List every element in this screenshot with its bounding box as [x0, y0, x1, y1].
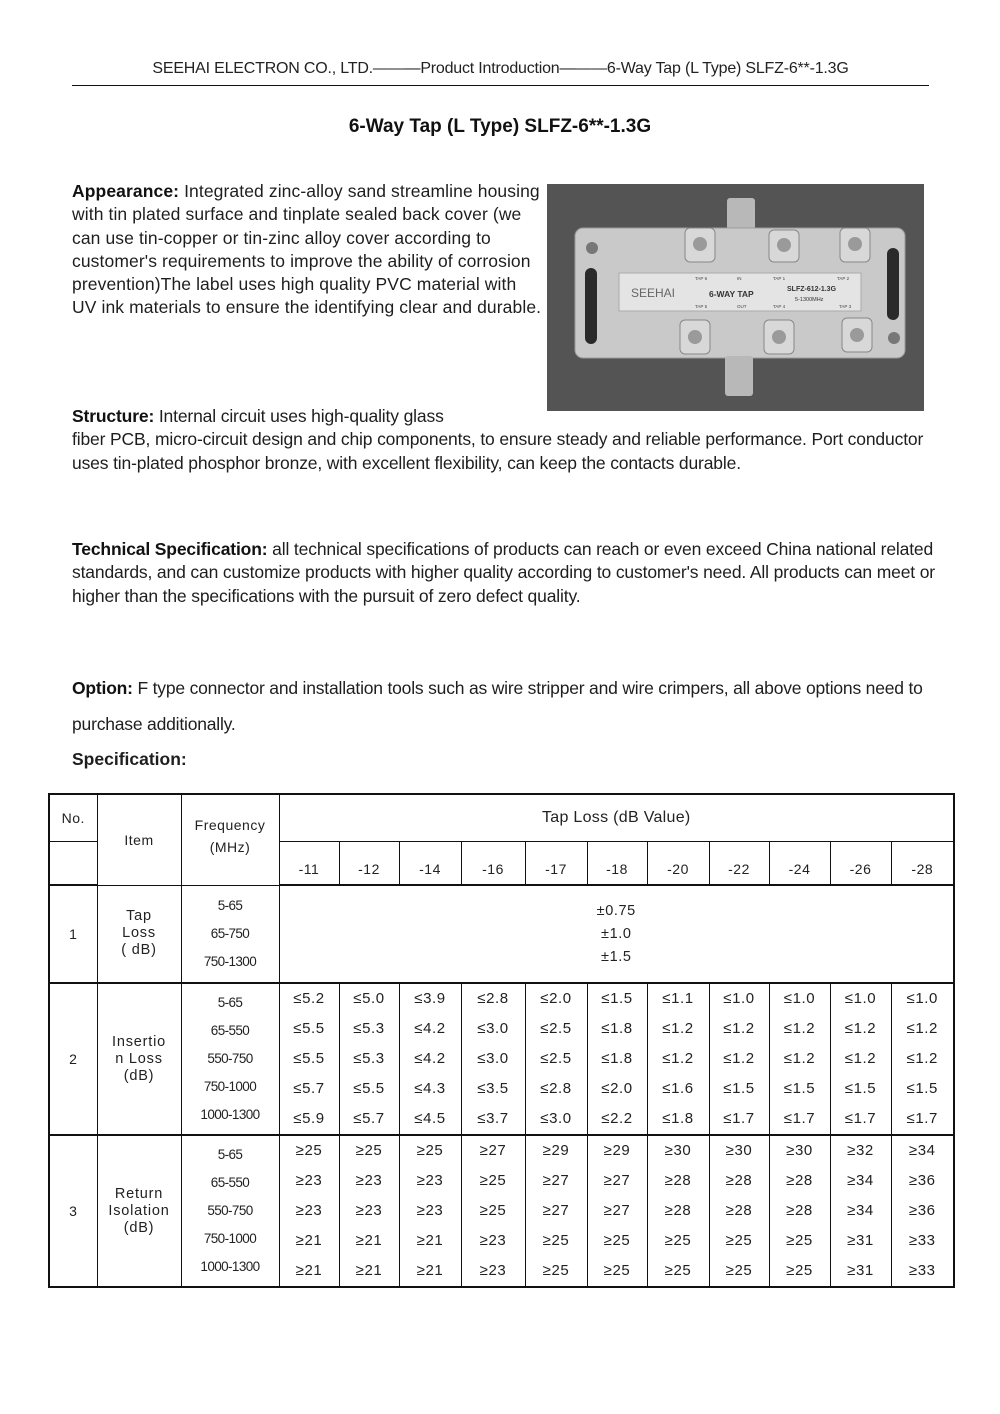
- option-paragraph: [72, 670, 942, 742]
- option-label: Option:: [72, 678, 133, 698]
- frequency-range: 65-550: [210, 1023, 250, 1038]
- spec-value: ≤4.2: [414, 1020, 446, 1037]
- structure-paragraph: [72, 405, 942, 475]
- spec-value: ≥28: [725, 1172, 753, 1189]
- spec-value: ≤4.5: [414, 1110, 446, 1127]
- spec-value: ≤5.5: [353, 1080, 385, 1097]
- row-frequencies: [181, 885, 279, 983]
- tolerance-value: ±0.75: [596, 902, 636, 919]
- value-column: [709, 983, 769, 1135]
- spec-value: ≥21: [355, 1232, 383, 1249]
- table-row: [49, 1135, 954, 1287]
- appearance-label: Appearance:: [72, 181, 180, 201]
- spec-value: ≤3.9: [414, 990, 446, 1007]
- spec-value: ≥34: [908, 1142, 936, 1159]
- value-column: [525, 1135, 587, 1287]
- spec-value: ≥33: [908, 1232, 936, 1249]
- spec-value: ≥25: [295, 1142, 323, 1159]
- tolerance-value: ±1.5: [601, 948, 632, 965]
- spec-value: ≥25: [416, 1142, 444, 1159]
- spec-value: ≥23: [355, 1172, 383, 1189]
- spec-value: ≤1.8: [601, 1050, 633, 1067]
- spec-value: ≤1.7: [723, 1110, 755, 1127]
- spec-value: ≥34: [847, 1202, 874, 1219]
- photo-model: SLFZ-612-1.3G: [787, 286, 837, 293]
- frequency-range: 1000-1300: [200, 1259, 260, 1274]
- spec-value: ≥36: [908, 1202, 936, 1219]
- value-column: [339, 983, 399, 1135]
- value-column: [399, 1135, 461, 1287]
- spec-value: ≤1.0: [723, 990, 755, 1007]
- spec-value: ≥25: [786, 1232, 813, 1249]
- header-tap-value: -11: [279, 841, 339, 885]
- spec-value: ≥27: [603, 1202, 631, 1219]
- spec-value: ≥34: [847, 1172, 874, 1189]
- spec-value: ≤2.5: [540, 1020, 572, 1037]
- spec-value: ≥23: [295, 1202, 323, 1219]
- spec-value: ≥27: [603, 1172, 631, 1189]
- header-tap-value: -12: [339, 841, 399, 885]
- spec-value: ≥30: [786, 1142, 813, 1159]
- spec-value: ≥33: [908, 1262, 936, 1279]
- row-number: 1: [49, 885, 97, 983]
- spec-value: ≥25: [479, 1202, 507, 1219]
- spec-value: ≤2.0: [601, 1080, 633, 1097]
- spec-value: ≥27: [479, 1142, 507, 1159]
- row-item-line: (dB): [123, 1219, 155, 1236]
- row-item: [97, 983, 181, 1135]
- header-tap-value: -24: [769, 841, 830, 885]
- row-frequencies: [181, 1135, 279, 1287]
- spec-value: ≥27: [542, 1172, 570, 1189]
- spec-value: ≤3.0: [477, 1050, 509, 1067]
- spec-value: ≥29: [603, 1142, 631, 1159]
- spec-value: ≤1.5: [783, 1080, 816, 1097]
- spec-value: ≤1.8: [601, 1020, 633, 1037]
- spec-value: ≥36: [908, 1172, 936, 1189]
- spec-value: ≤5.5: [293, 1050, 325, 1067]
- spec-value: ≥25: [542, 1232, 570, 1249]
- svg-text:TAP 5: TAP 5: [695, 304, 708, 309]
- spec-value: ≤5.7: [293, 1080, 325, 1097]
- spec-value: ≤2.0: [540, 990, 572, 1007]
- frequency-range: 65-550: [210, 1175, 250, 1190]
- spec-value: ≤4.2: [414, 1050, 446, 1067]
- spec-value: ≤1.5: [844, 1080, 877, 1097]
- spec-value: ≥28: [786, 1202, 813, 1219]
- spec-value: ≤5.5: [293, 1020, 325, 1037]
- value-column: [279, 983, 339, 1135]
- row-item: [97, 1135, 181, 1287]
- value-column: [830, 1135, 891, 1287]
- frequency-range: 5-65: [217, 897, 243, 913]
- spec-value: ≥28: [786, 1172, 813, 1189]
- spec-value: ≥30: [725, 1142, 753, 1159]
- spec-value: ≤1.5: [601, 990, 633, 1007]
- header-frequency-unit: (MHz): [209, 838, 251, 855]
- photo-product-label: 6-WAY TAP: [709, 289, 754, 299]
- spec-value: ≤1.2: [906, 1020, 939, 1037]
- spec-value: ≥25: [725, 1232, 753, 1249]
- spec-value: ≤5.3: [353, 1050, 385, 1067]
- spec-value: ≥25: [786, 1262, 813, 1279]
- spec-value: ≤1.5: [723, 1080, 755, 1097]
- spec-value: ≤1.7: [783, 1110, 816, 1127]
- technical-specification-label: Technical Specification:: [72, 539, 268, 559]
- product-photo: [547, 184, 924, 411]
- row-frequencies: [181, 983, 279, 1135]
- structure-text: fiber PCB, micro-circuit design and chip components, to ensure steady and reliable performance. Port conductor uses tin-plated phosphor bronze, with excellent flexibility, can keep the contacts durable.: [72, 429, 924, 473]
- spec-value: ≥21: [416, 1232, 444, 1249]
- spec-value: ≤5.2: [293, 990, 325, 1007]
- spec-value: ≥31: [847, 1262, 874, 1279]
- row-number: 2: [49, 983, 97, 1135]
- svg-text:TAP 6: TAP 6: [695, 276, 708, 281]
- spec-value: ≤1.1: [662, 990, 694, 1007]
- value-column: [647, 1135, 709, 1287]
- header-tap-value: -16: [461, 841, 525, 885]
- value-column: [279, 1135, 339, 1287]
- spec-value: ≥23: [479, 1232, 507, 1249]
- photo-freq: 5-1300MHz: [795, 297, 824, 303]
- spec-value: ≥21: [295, 1262, 323, 1279]
- svg-text:TAP 1: TAP 1: [773, 276, 786, 281]
- spec-value: ≤1.2: [723, 1050, 755, 1067]
- value-column: [399, 983, 461, 1135]
- spec-value: ≥28: [725, 1202, 753, 1219]
- svg-text:OUT: OUT: [737, 304, 747, 309]
- spec-value: ≥25: [725, 1262, 753, 1279]
- tap-loss-tolerance: [279, 885, 954, 983]
- header-frequency-label: Frequency: [194, 816, 266, 833]
- spec-value: ≤1.2: [662, 1050, 694, 1067]
- header-divider: [72, 85, 929, 86]
- svg-text:IN: IN: [737, 276, 742, 281]
- svg-text:TAP 3: TAP 3: [839, 304, 852, 309]
- value-column: [769, 983, 830, 1135]
- spec-value: ≥21: [416, 1262, 444, 1279]
- specification-heading: Specification:: [72, 749, 187, 769]
- spec-value: ≥23: [479, 1262, 507, 1279]
- value-column: [891, 983, 954, 1135]
- spec-value: ≤1.2: [844, 1020, 877, 1037]
- spec-value: ≤2.5: [540, 1050, 572, 1067]
- svg-text:TAP 4: TAP 4: [773, 304, 786, 309]
- spec-value: ≤5.0: [353, 990, 385, 1007]
- spec-value: ≥29: [542, 1142, 570, 1159]
- frequency-range: 5-65: [217, 995, 243, 1010]
- spec-value: ≤4.3: [414, 1080, 446, 1097]
- spec-value: ≥31: [847, 1232, 874, 1249]
- appearance-paragraph: [72, 180, 542, 320]
- row-item-line: Insertio: [112, 1033, 166, 1050]
- spec-value: ≥30: [664, 1142, 692, 1159]
- spec-value: ≥25: [355, 1142, 383, 1159]
- spec-value: ≤2.2: [601, 1110, 633, 1127]
- row-item-line: Isolation: [108, 1202, 170, 1219]
- spec-value: ≥21: [295, 1232, 323, 1249]
- value-column: [891, 1135, 954, 1287]
- value-column: [647, 983, 709, 1135]
- row-item-line: ( dB): [121, 942, 157, 959]
- spec-value: ≤5.9: [293, 1110, 325, 1127]
- frequency-range: 1000-1300: [200, 1107, 260, 1122]
- spec-value: ≥25: [664, 1262, 692, 1279]
- spec-value: ≥23: [295, 1172, 323, 1189]
- value-column: [525, 983, 587, 1135]
- spec-value: ≥23: [355, 1202, 383, 1219]
- header-tap-value: -22: [709, 841, 769, 885]
- page-title: 6-Way Tap (L Type) SLFZ-6**-1.3G: [348, 116, 652, 137]
- frequency-range: 750-1000: [203, 1231, 257, 1246]
- spec-value: ≥21: [355, 1262, 383, 1279]
- row-item: [97, 885, 181, 983]
- value-column: [461, 983, 525, 1135]
- header-tap-value: -26: [830, 841, 891, 885]
- frequency-range: 750-1000: [203, 1079, 257, 1094]
- header-frequency: [181, 794, 279, 885]
- technical-specification-text: all technical specifications of products can reach or even exceed China national related standards, and can customize products with higher quality according to customer's need. All products can meet or higher than the specifications with the pursuit of zero defect quality.: [72, 539, 935, 606]
- spec-value: ≤1.6: [662, 1080, 694, 1097]
- input-connector-top: [727, 198, 755, 232]
- frequency-range: 550-750: [207, 1051, 253, 1066]
- spec-value: ≤1.0: [783, 990, 816, 1007]
- spec-value: ≥23: [416, 1202, 444, 1219]
- frequency-range: 750-1300: [203, 953, 257, 969]
- output-connector-bottom: [725, 356, 753, 396]
- spec-value: ≤1.2: [844, 1050, 877, 1067]
- spec-value: ≤1.2: [662, 1020, 694, 1037]
- value-column: [769, 1135, 830, 1287]
- spec-value: ≤3.0: [477, 1020, 509, 1037]
- tolerance-value: ±1.0: [601, 925, 632, 942]
- header-tap-value: -18: [587, 841, 647, 885]
- spec-value: ≤1.5: [906, 1080, 939, 1097]
- spec-value: ≤2.8: [477, 990, 509, 1007]
- spec-value: ≤1.7: [906, 1110, 939, 1127]
- value-column: [587, 983, 647, 1135]
- specification-table: [48, 793, 955, 1288]
- value-column: [461, 1135, 525, 1287]
- spec-value: ≤1.0: [844, 990, 877, 1007]
- spec-value: ≥25: [603, 1262, 631, 1279]
- structure-text-line1: Internal circuit uses high-quality glass: [154, 406, 444, 426]
- spec-value: ≥23: [416, 1172, 444, 1189]
- appearance-text: Integrated zinc-alloy sand streamline housing with tin plated surface and tinplate sealed back cover (we can use tin-copper or tin-zinc alloy cover according to customer's requirements to improve the ability of corrosion prevention)The label uses high quality PVC material with UV ink materials to ensure the identifying clear and durable.: [72, 181, 542, 318]
- spec-value: ≥27: [542, 1202, 570, 1219]
- header-tap-value: -17: [525, 841, 587, 885]
- structure-label: Structure:: [72, 406, 155, 426]
- row-item-line: Tap: [126, 908, 152, 925]
- spec-value: ≤2.8: [540, 1080, 572, 1097]
- spec-value: ≤1.8: [662, 1110, 694, 1127]
- spec-value: ≤1.2: [783, 1050, 816, 1067]
- frequency-range: 65-750: [210, 925, 250, 941]
- spec-value: ≤1.2: [906, 1050, 939, 1067]
- photo-brand: SEEHAI: [631, 286, 676, 300]
- header-no-blank: [49, 841, 97, 885]
- header-tap-value: -28: [891, 841, 954, 885]
- row-item-line: n Loss: [115, 1050, 163, 1067]
- spec-value: ≥28: [664, 1172, 692, 1189]
- row-item-line: Return: [114, 1185, 164, 1202]
- spec-value: ≤3.7: [477, 1110, 509, 1127]
- running-header: SEEHAI ELECTRON CO., LTD.———Product Introduction———6-Way Tap (L Type) SLFZ-6**-1.3G: [152, 60, 849, 77]
- header-item: Item: [97, 794, 181, 885]
- table-row: [49, 885, 954, 983]
- spec-value: ≤3.5: [477, 1080, 509, 1097]
- row-number: 3: [49, 1135, 97, 1287]
- header-no: No.: [49, 794, 97, 841]
- option-text: F type connector and installation tools such as wire stripper and wire crimpers, all above options need to purchase additionally.: [72, 678, 923, 734]
- value-column: [587, 1135, 647, 1287]
- table-row: [49, 983, 954, 1135]
- header-tap-loss-group: Tap Loss (dB Value): [279, 794, 954, 841]
- spec-value: ≤1.0: [906, 990, 939, 1007]
- spec-value: ≤1.7: [844, 1110, 877, 1127]
- header-tap-value: -20: [647, 841, 709, 885]
- frequency-range: 5-65: [217, 1147, 243, 1162]
- spec-value: ≤5.7: [353, 1110, 385, 1127]
- value-column: [709, 1135, 769, 1287]
- header-tap-value: -14: [399, 841, 461, 885]
- spec-value: ≤3.0: [540, 1110, 572, 1127]
- row-item-line: (dB): [123, 1067, 155, 1084]
- spec-value: ≤5.3: [353, 1020, 385, 1037]
- value-column: [339, 1135, 399, 1287]
- spec-value: ≥25: [603, 1232, 631, 1249]
- spec-value: ≥28: [664, 1202, 692, 1219]
- spec-value: ≥25: [542, 1262, 570, 1279]
- spec-value: ≥25: [664, 1232, 692, 1249]
- spec-value: ≥25: [479, 1172, 507, 1189]
- technical-specification-paragraph: [72, 538, 942, 608]
- svg-text:TAP 2: TAP 2: [837, 276, 850, 281]
- spec-value: ≥32: [847, 1142, 874, 1159]
- frequency-range: 550-750: [207, 1203, 253, 1218]
- row-item-line: Loss: [122, 925, 156, 942]
- spec-value: ≤1.2: [783, 1020, 816, 1037]
- value-column: [830, 983, 891, 1135]
- spec-value: ≤1.2: [723, 1020, 755, 1037]
